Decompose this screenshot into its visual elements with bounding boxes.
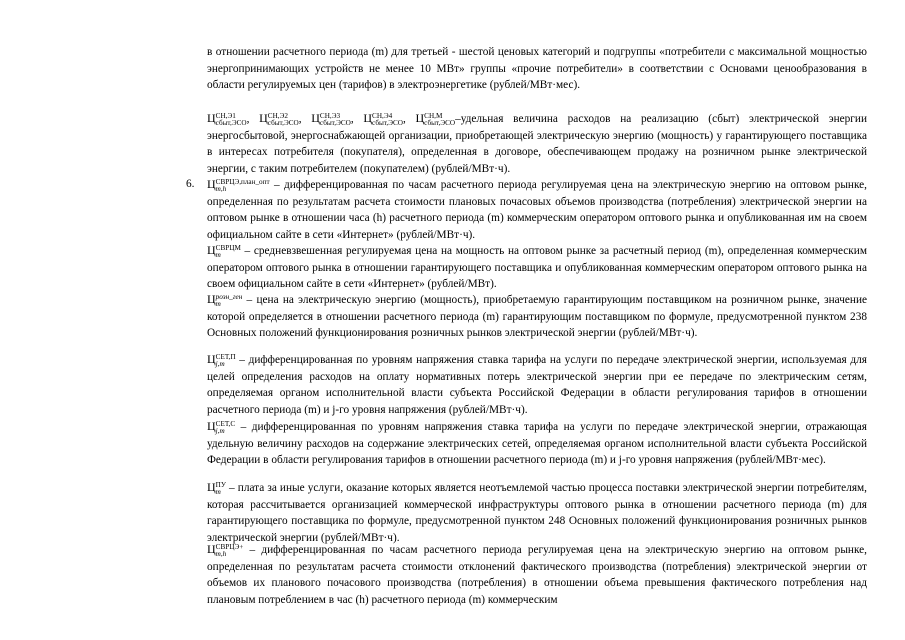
paragraph-pu — [207, 479, 867, 546]
symbol-c-sn-e3: Ц СН,Э3 сбыт,ЭСО — [311, 111, 351, 127]
paragraph-set-p — [207, 351, 867, 418]
paragraph-text: – дифференцированная по часам расчетного периода регулируемая цена на электрическую энергию на оптовом рынке, определенная по результатам расчета стоимости плановых почасовых объемов производства (потребления) электрической энергии на оптовом рынке в отношении часа (h) расчетного периода (m) коммерческим оператором оптового рынка и опубликованная им на своем официальном сайте в сети «Интернет» (рублей/МВт·ч). — [207, 179, 867, 241]
paragraph-text: – дифференцированная по уровням напряжения ставка тарифа на услуги по передаче электрической энергии, используемая для целей определения расходов на оплату нормативных потерь электрической энергии при ее передаче по электрическим сетям, определяемая органом исполнительной власти субъекта Российской Федерации в области регулирования тарифов в отношении расчетного периода (m) и j-го уровня напряжения (рублей/МВт·ч). — [207, 354, 867, 416]
symbol-c-set-s: Ц СЕТ,С j,m — [207, 419, 236, 435]
paragraph-svrcm — [207, 242, 867, 293]
symbol-c-svrcm: Ц СВРЦМ m — [207, 243, 241, 259]
symbol-c-sn-e4: Ц СН,Э4 сбыт,ЭСО — [363, 111, 403, 127]
symbol-c-sn-e1: Ц СН,Э1 сбыт,ЭСО — [207, 111, 247, 127]
symbol-c-svrcz-plan: Ц СВРЦЭ,план_опт m,h — [207, 177, 270, 193]
paragraph-text: – дифференцированная по часам расчетного периода регулируемая цена на электрическую энергию на оптовом рынке, определенная по результатам расчета стоимости отклонений фактического производства (потребления) электрической энергии от объемов их планового почасового производства (потребления) в отношении объема превышения фактического потребления над плановым потреблением в час (h) расчетного периода (m) коммерческим — [207, 544, 867, 606]
symbol-c-rozn-gen: Ц розн_ген m — [207, 292, 243, 308]
paragraph-text: – цена на электрическую энергию (мощность), приобретаемую гарантирующим поставщиком на розничном рынке, значение которой определяется в отношении расчетного периода (m) гарантирующим поставщиком по формуле, предусмотренной пунктом 238 Основных положений функционирования розничных рынков электрической энергии (рублей/МВт·ч). — [207, 294, 867, 339]
paragraph-continuation: в отношении расчетного периода (m) для третьей - шестой ценовых категорий и подгруппы «потребители с максимальной мощностью энергопринимающих устройств не менее 10 МВт» группы «прочие потребители» в соответствии с Основами ценообразования в области регулируемых цен (тарифов) в электроэнергетике (рублей/МВт·мес). — [207, 46, 867, 91]
paragraph-rozn-gen — [207, 291, 867, 342]
paragraph-sbyt-eso: Ц СН,Э1 сбыт,ЭСО , Ц СН,Э2 сбыт,ЭСО , Ц СН,Э3 сбыт,ЭСО , Ц СН,Э4 сбыт,ЭСО , Ц СН,М сбыт,ЭСО –удельная величина расходов на реализацию (сбыт) электрической энергии энергосбытовой, энергоснабжающей организации, приобретающей электрическую энергию (мощность) у гарантирующего поставщика в интересах потребителя (покупателя), определенная в договоре, обеспечивающем продажу на розничном рынке электрической энергии, с таким потребителем (покупателем) (рублей/МВт·ч). — [207, 111, 867, 175]
symbol-c-sn-e2: Ц СН,Э2 сбыт,ЭСО — [259, 111, 299, 127]
symbol-c-pu: Ц ПУ m — [207, 480, 226, 496]
symbol-c-svrcz-plus: Ц СВРЦЭ+ m,h — [207, 542, 244, 558]
paragraph-svrcz-plus — [207, 541, 867, 608]
paragraph-text: –удельная величина расходов на реализацию (сбыт) электрической энергии энергосбытовой, энергоснабжающей организации, приобретающей электрическую энергию (мощность) у гарантирующего поставщика в интересах потребителя (покупателя), определенная в договоре, обеспечивающем продажу на розничном рынке электрической энергии, с таким потребителем (покупателем) (рублей/МВт·ч). — [207, 113, 867, 175]
paragraph-set-s — [207, 418, 867, 469]
paragraph-text: – дифференцированная по уровням напряжения ставка тарифа на услуги по передаче электрической энергии, отражающая удельную величину расходов на содержание электрических сетей, определяемая органом исполнительной власти субъекта Российской Федерации в области регулирования тарифов в отношении расчетного периода (m) и j-го уровня напряжения (рублей/МВт·мес). — [207, 421, 867, 466]
item-number: 6. — [186, 178, 195, 190]
symbol-c-set-p: Ц СЕТ,П j,m — [207, 352, 236, 368]
paragraph-text: – плата за иные услуги, оказание которых является неотъемлемой частью процесса поставки электрической энергии потребителям, которая рассчитывается организацией коммерческой инфраструктуры оптового рынка в отношении расчетного периода (m) для гарантирующего поставщика по формуле, предусмотренной пунктом 248 Основных положений функционирования розничных рынков электрической энергии (рублей/МВт·ч). — [207, 482, 867, 544]
paragraph-svrcz-plan — [207, 176, 867, 243]
symbol-c-sn-m: Ц СН,М сбыт,ЭСО — [415, 111, 456, 127]
paragraph-text: – средневзвешенная регулируемая цена на мощность на оптовом рынке за расчетный период (m), определенная коммерческим оператором оптового рынка в отношении гарантирующего поставщика и опубликованная коммерческим оператором оптового рынка на своем официальном сайте в сети «Интернет» (рублей/МВт). — [207, 245, 867, 290]
